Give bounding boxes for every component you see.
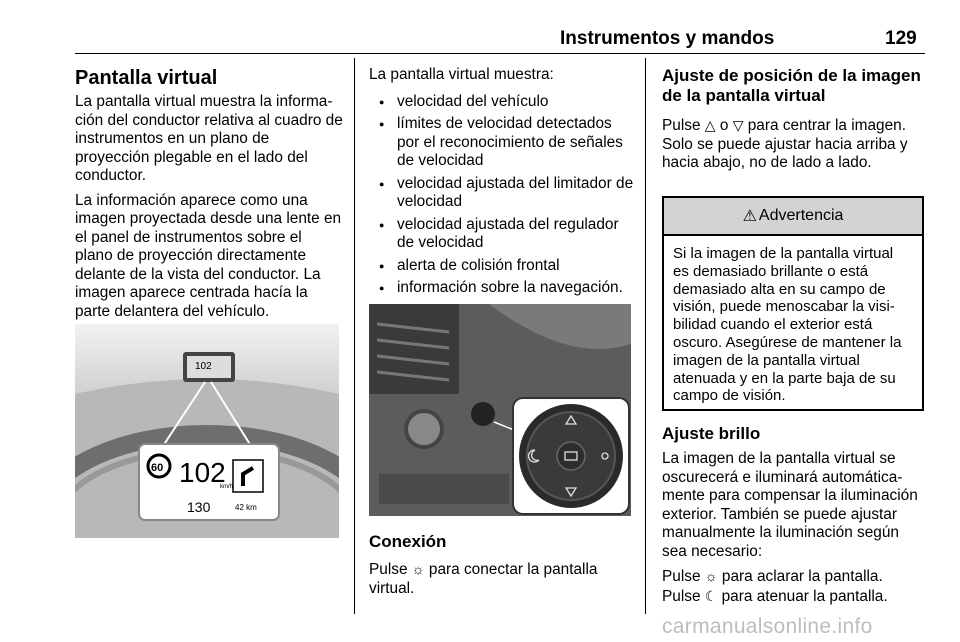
warning-text: Si la imagen de la pantalla virtual es demasiado brillante o está demasiado alta en su campo de visión, puede menoscabar la visi-bilidad cuando el exterior está oscuro. Asegúrese de mantener la imagen de la pantalla virtual atenuada y en la parte baja de su campo de visión. (673, 245, 902, 405)
column-divider-2 (645, 58, 646, 614)
brillo-line2-pre: Pulse (662, 587, 701, 605)
brillo-line2-post: para atenuar la pantalla. (721, 587, 888, 605)
sun-icon: ☼ (411, 561, 425, 577)
warning-icon: ⚠ (742, 208, 757, 225)
section-heading-ajuste-brillo: Ajuste brillo (662, 424, 761, 443)
column-3-lower (662, 424, 926, 612)
paragraph (662, 116, 926, 173)
list-item: ● velocidad ajustada del regulador de velocidad (369, 216, 635, 253)
feature-list (369, 93, 635, 298)
warning-header (664, 198, 922, 236)
warning-title: Advertencia (758, 207, 844, 224)
hud-distance: 42 km (235, 503, 257, 512)
list-item: ● velocidad del vehículo (369, 93, 635, 112)
column-2-lower (369, 532, 635, 604)
brillo-line1-pre: Pulse (662, 568, 701, 585)
conexion-text-pre: Pulse (369, 561, 408, 578)
column-1 (75, 66, 343, 327)
paragraph: La pantalla virtual muestra la informa-ción del conductor relativa al cuadro de instrumentos en un plano de proyección plegable en el lado del conductor. (75, 93, 343, 184)
column-3 (662, 66, 926, 179)
p1-pre: Pulse (662, 117, 701, 134)
watermark: carmanualsonline.info (662, 615, 873, 638)
hud-speed-limit: 60 (151, 462, 164, 474)
moon-icon: ☾ (704, 587, 718, 604)
list-intro: La pantalla virtual muestra: (369, 66, 554, 83)
p1-post: para centrar la imagen. Solo se puede ajustar hacia arriba y hacia abajo, no de lado a lado. (662, 117, 908, 171)
p1-mid: o (719, 117, 729, 134)
brillo-line1-post: para aclarar la pantalla. (721, 568, 883, 585)
conexion-text-post: para conectar la pantalla virtual. (369, 561, 598, 597)
list-item: ● límites de velocidad detectados por el reconocimiento de señales de velocidad (369, 115, 635, 171)
column-2 (369, 66, 635, 302)
hud-speed: 102 (179, 457, 226, 488)
paragraph (662, 567, 926, 587)
paragraph (662, 587, 926, 607)
section-heading-pantalla-virtual: Pantalla virtual (75, 67, 218, 89)
column-divider-1 (354, 58, 355, 614)
paragraph (369, 560, 635, 598)
triangle-down-icon: ▽ (732, 117, 744, 133)
hud-unit: km/h (220, 484, 234, 490)
controls-photo (369, 304, 631, 516)
paragraph: La imagen de la pantalla virtual se oscurecerá e iluminará automática-mente para compensar la iluminación exterior. También se puede ajustar manualmente la iluminación según sea necesario: (662, 450, 918, 560)
header-rule (75, 53, 925, 54)
paragraph: La información aparece como una imagen proyectada desde una lente en el panel de instrumentos sobre el plano de proyección directamente delante de la vista del conductor. La imagen aparece centrada hacía la parte delantera del vehículo. (75, 191, 342, 320)
section-heading-ajuste-posicion: Ajuste de posición de la imagen de la pantalla virtual (662, 66, 921, 105)
warning-box (662, 196, 924, 411)
list-item: ● información sobre la navegación. (369, 279, 635, 298)
hud-photo (75, 324, 339, 538)
hud-small-speed: 102 (195, 361, 212, 372)
header-title: Instrumentos y mandos (560, 28, 775, 49)
section-heading-conexion: Conexión (369, 532, 447, 551)
hud-cruise: 130 (187, 499, 211, 515)
page-number: 129 (885, 28, 917, 49)
triangle-up-icon: △ (704, 117, 716, 133)
list-item: ● alerta de colisión frontal (369, 257, 635, 276)
list-item: ● velocidad ajustada del limitador de velocidad (369, 175, 635, 212)
sun-icon: ☼ (704, 568, 718, 584)
